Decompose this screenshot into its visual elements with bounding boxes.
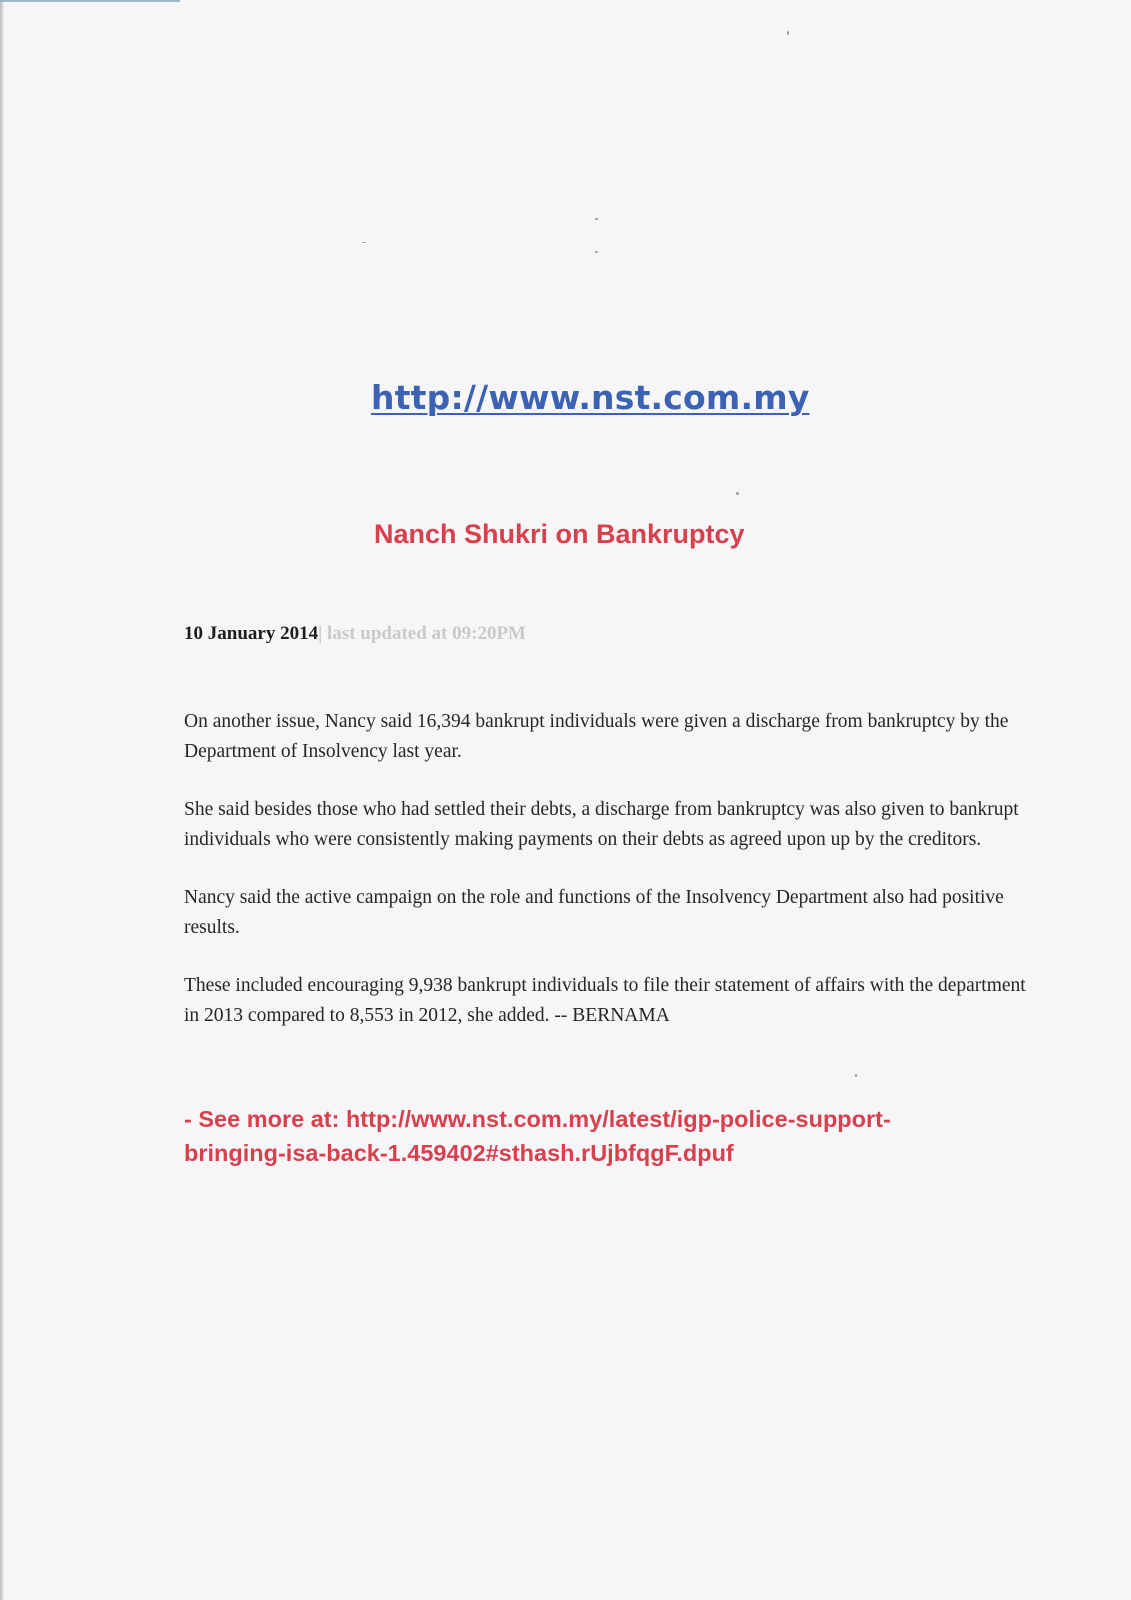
- article-paragraph: She said besides those who had settled their debts, a discharge from bankruptcy was also given to bankrupt individuals who were consistently making payments on their debts as agreed upon up by the creditors.: [184, 799, 1019, 850]
- page-edge-top: [0, 0, 180, 2]
- article-paragraph: On another issue, Nancy said 16,394 bankrupt individuals were given a discharge from bankruptcy by the Department of Insolvency last year.: [184, 711, 1009, 762]
- article-paragraph: Nancy said the active campaign on the role and functions of the Insolvency Department also had positive results.: [184, 887, 1004, 938]
- see-more-line-2: bringing-isa-back-1.459402#sthash.rUjbfqgF.dpuf: [184, 1140, 734, 1166]
- scan-speck: [787, 31, 789, 35]
- see-more-line-1: - See more at: http://www.nst.com.my/latest/igp-police-support-: [184, 1106, 891, 1132]
- last-updated: last updated at 09:20PM: [322, 623, 526, 644]
- page-edge-left: [0, 0, 4, 1600]
- dateline-separator: |: [318, 623, 323, 644]
- see-more-link[interactable]: [184, 1102, 1004, 1170]
- publish-date: 10 January 2014: [184, 623, 319, 644]
- scan-speck: [736, 492, 739, 495]
- scan-speck: [595, 251, 598, 253]
- site-url-link[interactable]: http://www.nst.com.my: [371, 378, 810, 417]
- scan-speck: [362, 242, 366, 243]
- article-paragraph: These included encouraging 9,938 bankrupt individuals to file their statement of affairs with the department in 2013 compared to 8,553 in 2012, she added. -- BERNAMA: [184, 975, 1026, 1026]
- article-body: [184, 707, 1034, 1059]
- article-headline: Nanch Shukri on Bankruptcy: [374, 519, 745, 549]
- dateline: [184, 623, 526, 645]
- scan-speck: [855, 1074, 857, 1077]
- scan-speck: [595, 218, 598, 220]
